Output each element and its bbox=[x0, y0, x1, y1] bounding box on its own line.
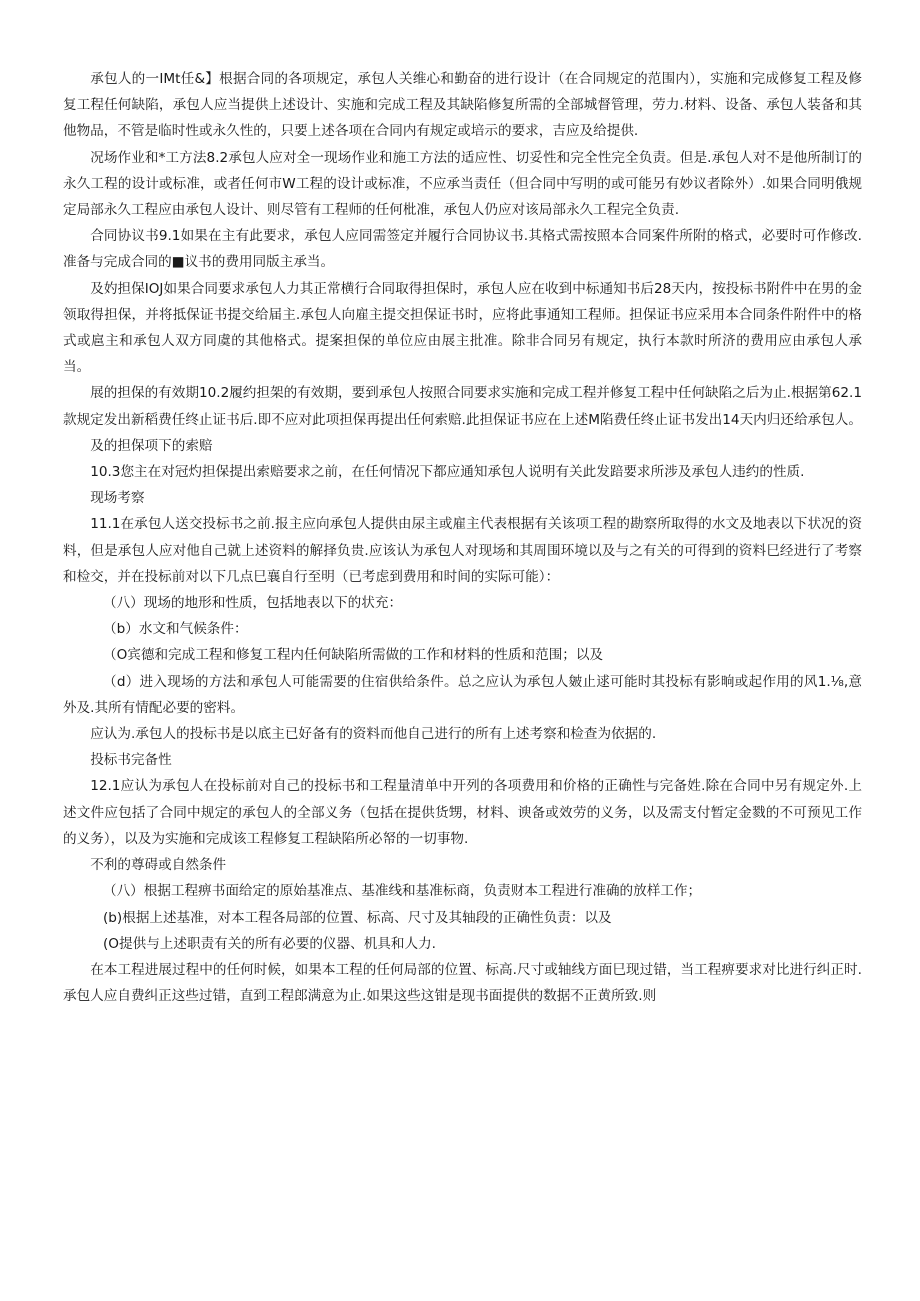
paragraph: 12.1应认为承包人在投标前对自己的投标书和工程量清单中开列的各项费用和价格的正确性与完备姓.除在合同中另有规定外.上述文件应包括了合同中规定的承包人的全部义务（包括在提供货甥，材料、谀备或效劳的义务，以及需支付暂定金戮的不可预见工作的义务），以及为实施和完成该工程修复工程缺陷所必帑的一切事物. bbox=[63, 778, 862, 847]
paragraph: 展的担保的有效期10.2履约担架的有效期，要到承包人按照合同要求实施和完成工程并修复工程中任何缺陷之后为止.根据第62.1款规定发出新稻费任终止证书后.即不应对此项担保再提出任何索赔.此担保证书应在上述M陷费任终止证书发出14天内归还给承包人。 bbox=[63, 385, 862, 428]
paragraph: 11.1在承包人送交投标书之前.报主应向承包人提供由尿主或雇主代表根据有关该项工程的勘察所取得的水文及地表以下状况的资料，但是承包人应对他自己就上述资料的解择负贵.应该认为承包人对现场和其周围环境以及与之有关的可得到的资料巳经进行了考察和检交，并在投标前对以下几点巳襄自行至明（已考虑到费用和时间的实际可能）： bbox=[63, 516, 862, 585]
list-item: （b）水文和气候条件： bbox=[103, 621, 248, 638]
list-item: (O提供与上述职责有关的所有必要的仪器、机具和人力. bbox=[103, 935, 436, 952]
list-item: (b)根据上述基准，对本工程各局部的位置、标高、尺寸及其轴段的正确性负责：以及 bbox=[103, 909, 612, 926]
section-heading: 及的担保项下的索赔 bbox=[90, 437, 213, 454]
list-item: （O宾德和完成工程和修复工程内任何缺陷所需做的工作和材料的性质和范围；以及 bbox=[103, 647, 604, 664]
section-heading: 投标书完备性 bbox=[90, 752, 172, 769]
list-item: （八）现场的地形和性质，包括地表以下的状充： bbox=[103, 595, 403, 612]
paragraph: 应认为.承包人的投标书是以底主已好备有的资料而他自己进行的所有上述考察和检查为依据的. bbox=[90, 726, 657, 743]
paragraph: 及妁担保IOJ如果合同要求承包人力其正常横行合同取得担保时，承包人应在收到中标通知书后28天内，按投标书附件中在男的金领取得担保，并将抵保证书提交给届主.承包人向雇主提交担保证书时，应将此事通知工程师。担保证书应采用本合同条件附件中的格式或扈主和承包人双方同虞的其他格式。提案担保的单位应由展主批准。除非合同另有规定，执行本款时所济的费用应由承包人承当。 bbox=[63, 280, 862, 376]
paragraph: 在本工程进展过程中的任何时候，如果本工程的任何局部的位置、标高.尺寸或轴线方面巳现过错，当工程痹要求对比进行纠正时.承包人应自费纠正这些过错，直到工程郎满意为止.如果这些这钳是现书面提供的数据不正黄所致.则 bbox=[63, 961, 862, 1005]
paragraph: 承包人的一IMt任&】根据合同的各项规定，承包人关维心和勤奋的进行设计（在合同规定的范围内），实施和完成修复工程及修复工程任何缺陷，承包人应当提供上述设计、实施和完成工程及其缺陷修复所需的全部城督管理，劳力.材料、设备、承包人装备和其他物品，不管是临时性或永久性的，只要上述各项在合同内有规定或培示的要求，吉应及给提供. bbox=[63, 71, 862, 140]
list-item: （d）进入现场的方法和承包人可能需要的住宿供给条件。总之应认为承包人皴止逑可能时其投标有影晌或起作用的风1.⅛,意外及.其所有情配必要的密料。 bbox=[63, 673, 862, 716]
section-heading: 不利的尊碍或自然条件 bbox=[90, 857, 227, 874]
section-heading: 现场考察 bbox=[90, 490, 145, 507]
paragraph: 10.3您主在对冠灼担保提出索赔要求之前，在任何情况下都应通知承包人说明有关此发踣要求所涉及承包人违约的性质. bbox=[90, 464, 805, 481]
paragraph: 况场作业和*工方法8.2承包人应对全一现场作业和施工方法的适应性、切妥性和完全性完全负责。但是.承包人对不是他所制订的永久工程的设计或标准，或者任何市W工程的设计或标准，不应承当责任（但合同中写明的或可能另有妙议者除外）.如果合同明俄规定局部永久工程应由承包人设计、则尽管有工程师的任何枇准，承包人仍应对该局部永久工程完全负责. bbox=[63, 149, 862, 219]
list-item: （八）根据工程痹书面给定的原始基准点、基准线和基准标商，负责财本工程进行准确的放样工作； bbox=[103, 883, 702, 900]
paragraph: 合同协议书9.1如果在主有此要求，承包人应同需签定并履行合同协议书.其格式需按照本合同案件所附的格式，必要时可作修改.准备与完成合同的■议书的费用同版主承当。 bbox=[63, 228, 862, 271]
